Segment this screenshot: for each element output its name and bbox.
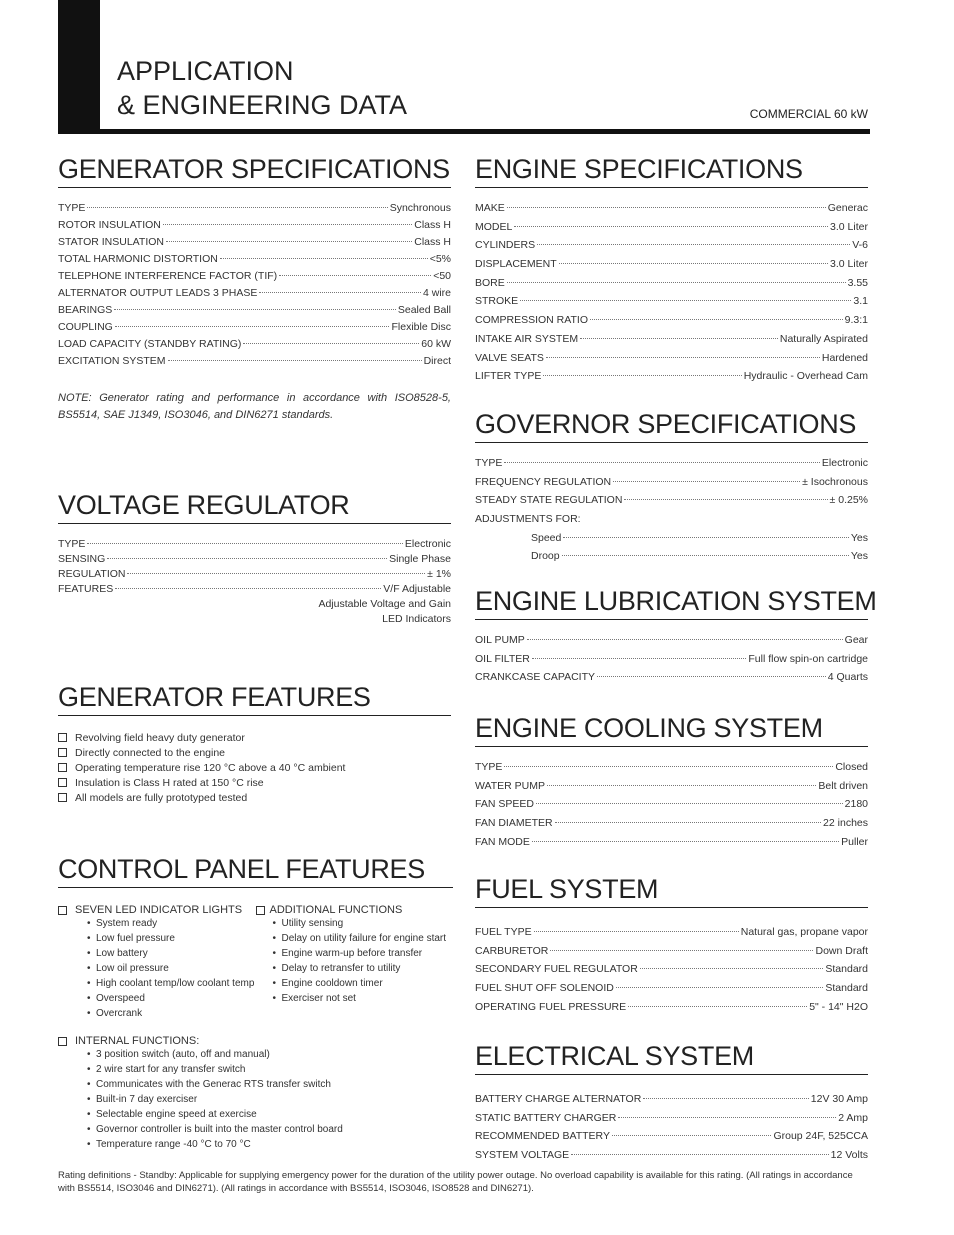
group-heading: INTERNAL FUNCTIONS: bbox=[58, 1033, 453, 1049]
spec-row: STEADY STATE REGULATION ± 0.25% bbox=[475, 494, 868, 507]
header-black-bar bbox=[58, 0, 100, 134]
list-item: Insulation is Class H rated at 150 °C rise bbox=[58, 775, 451, 790]
feature-line: Adjustable Voltage and Gain bbox=[318, 598, 451, 610]
spec-list bbox=[475, 634, 868, 690]
list-item: • Engine warm-up before transfer bbox=[256, 948, 453, 963]
generator-features-section bbox=[58, 681, 451, 805]
generator-specifications-section bbox=[58, 153, 451, 424]
checkbox-square-icon bbox=[58, 906, 67, 915]
spec-row: Droop Yes bbox=[531, 550, 868, 563]
list-item: Revolving field heavy duty generator bbox=[58, 730, 451, 745]
spec-row: FUEL TYPE Natural gas, propane vapor bbox=[475, 926, 868, 938]
list-item: • Built-in 7 day exerciser bbox=[58, 1094, 453, 1109]
spec-row: CYLINDERS V-6 bbox=[475, 239, 868, 252]
list-item: Operating temperature rise 120 °C above a 40 °C ambient bbox=[58, 760, 451, 775]
internal-functions-group bbox=[58, 1033, 453, 1154]
spec-list bbox=[475, 1093, 868, 1168]
list-item: • Low fuel pressure bbox=[58, 933, 256, 948]
spec-row: MAKE Generac bbox=[475, 202, 868, 214]
spec-row: FUEL SHUT OFF SOLENOID Standard bbox=[475, 982, 868, 995]
spec-row: ROTOR INSULATION Class H bbox=[58, 219, 451, 231]
list-item: • System ready bbox=[58, 918, 256, 933]
spec-row: DISPLACEMENT 3.0 Liter bbox=[475, 258, 868, 271]
governor-specifications-section bbox=[475, 408, 868, 569]
page-title bbox=[117, 54, 407, 122]
section-title: CONTROL PANEL FEATURES bbox=[58, 853, 453, 888]
list-item: • Selectable engine speed at exercise bbox=[58, 1109, 453, 1124]
spec-list bbox=[58, 202, 451, 372]
rating-definitions-footer: Rating definitions - Standby: Applicable for supplying emergency power for the duration of the utility power outage. No overload capability is available for this rating. (All ratings in accordance with BS5514, ISO3046 and DIN6271). (All ratings in accordance with BS5514, ISO3046, ISO8528 and DIN6271). bbox=[58, 1170, 853, 1194]
spec-row: ALTERNATOR OUTPUT LEADS 3 PHASE 4 wire bbox=[58, 287, 451, 299]
spec-row: TOTAL HARMONIC DISTORTION <5% bbox=[58, 253, 451, 265]
group-heading: SEVEN LED INDICATOR LIGHTS bbox=[58, 902, 256, 918]
spec-row: Speed Yes bbox=[531, 531, 868, 544]
spec-row: TYPE Electronic bbox=[58, 538, 451, 550]
spec-row: FAN MODE Puller bbox=[475, 835, 868, 848]
spec-list bbox=[475, 202, 868, 389]
spec-list bbox=[475, 926, 868, 1019]
engine-lubrication-section bbox=[475, 585, 877, 690]
spec-row: STROKE 3.1 bbox=[475, 295, 868, 308]
control-panel-columns bbox=[58, 902, 453, 1023]
spec-row: SYSTEM VOLTAGE 12 Volts bbox=[475, 1149, 868, 1162]
list-item: • Delay on utility failure for engine start bbox=[256, 933, 453, 948]
section-title: ENGINE LUBRICATION SYSTEM bbox=[475, 585, 868, 620]
checkbox-square-icon bbox=[58, 778, 67, 787]
spec-row: TYPE Synchronous bbox=[58, 202, 451, 214]
list-item: • Delay to retransfer to utility bbox=[256, 963, 453, 978]
control-panel-features-section bbox=[58, 853, 453, 1154]
spec-row: FREQUENCY REGULATION ± Isochronous bbox=[475, 475, 868, 488]
generator-rating-note: NOTE: Generator rating and performance in accordance with ISO8528-5, BS5514, SAE J1349, ISO3046, and DIN6271 standards. bbox=[58, 392, 451, 421]
spec-row: FEATURES V/F Adjustable bbox=[58, 583, 451, 595]
engine-cooling-section bbox=[475, 712, 868, 854]
spec-row: LOAD CAPACITY (STANDBY RATING) 60 kW bbox=[58, 338, 451, 350]
led-indicators-group bbox=[58, 902, 256, 1023]
spec-row: INTAKE AIR SYSTEM Naturally Aspirated bbox=[475, 332, 868, 345]
spec-row: CRANKCASE CAPACITY 4 Quarts bbox=[475, 671, 868, 684]
spec-row: REGULATION ± 1% bbox=[58, 568, 451, 580]
spec-row: SECONDARY FUEL REGULATOR Standard bbox=[475, 963, 868, 976]
spec-row: FAN DIAMETER 22 inches bbox=[475, 817, 868, 830]
checkbox-square-icon bbox=[58, 1037, 67, 1046]
header-rule bbox=[100, 129, 870, 134]
spec-row: VALVE SEATS Hardened bbox=[475, 351, 868, 364]
title-line-1: APPLICATION bbox=[117, 56, 294, 86]
list-item: • Low oil pressure bbox=[58, 963, 256, 978]
list-item: • 2 wire start for any transfer switch bbox=[58, 1064, 453, 1079]
list-item: • High coolant temp/low coolant temp bbox=[58, 978, 256, 993]
spec-row: COMPRESSION RATIO 9.3:1 bbox=[475, 314, 868, 327]
spec-row: OIL FILTER Full flow spin-on cartridge bbox=[475, 652, 868, 665]
checkbox-square-icon bbox=[58, 763, 67, 772]
engine-specifications-section bbox=[475, 153, 868, 389]
spec-row: STATIC BATTERY CHARGER 2 Amp bbox=[475, 1111, 868, 1124]
spec-row: WATER PUMP Belt driven bbox=[475, 779, 868, 792]
spec-row: BATTERY CHARGE ALTERNATOR 12V 30 Amp bbox=[475, 1093, 868, 1105]
spec-row: TYPE Closed bbox=[475, 761, 868, 773]
spec-row: TELEPHONE INTERFERENCE FACTOR (TIF) <50 bbox=[58, 270, 451, 282]
feature-line: LED Indicators bbox=[382, 613, 451, 625]
section-title: GENERATOR FEATURES bbox=[58, 681, 451, 716]
section-title: ENGINE SPECIFICATIONS bbox=[475, 153, 868, 188]
section-title: GOVERNOR SPECIFICATIONS bbox=[475, 408, 868, 443]
title-line-2: & ENGINEERING DATA bbox=[117, 90, 408, 120]
list-item: • Utility sensing bbox=[256, 918, 453, 933]
spec-row: SENSING Single Phase bbox=[58, 553, 451, 565]
list-item: • Temperature range -40 °C to 70 °C bbox=[58, 1139, 453, 1154]
list-item: Directly connected to the engine bbox=[58, 745, 451, 760]
spec-row: BORE 3.55 bbox=[475, 276, 868, 289]
checkbox-square-icon bbox=[256, 906, 265, 915]
spec-row: STATOR INSULATION Class H bbox=[58, 236, 451, 248]
list-item: • 3 position switch (auto, off and manual) bbox=[58, 1049, 453, 1064]
adjustments-label: ADJUSTMENTS FOR: bbox=[475, 513, 581, 526]
spec-row: BEARINGS Sealed Ball bbox=[58, 304, 451, 316]
spec-row: LIFTER TYPE Hydraulic - Overhead Cam bbox=[475, 370, 868, 383]
spec-row: CARBURETOR Down Draft bbox=[475, 944, 868, 957]
spec-row: RECOMMENDED BATTERY Group 24F, 525CCA bbox=[475, 1130, 868, 1143]
checkbox-square-icon bbox=[58, 793, 67, 802]
list-item: • Exerciser not set bbox=[256, 993, 453, 1008]
section-title: GENERATOR SPECIFICATIONS bbox=[58, 153, 451, 188]
feature-list bbox=[58, 730, 451, 805]
electrical-system-section bbox=[475, 1040, 868, 1168]
checkbox-square-icon bbox=[58, 733, 67, 742]
spec-row: FAN SPEED 2180 bbox=[475, 798, 868, 811]
list-item: • Engine cooldown timer bbox=[256, 978, 453, 993]
spec-row: TYPE Electronic bbox=[475, 457, 868, 469]
section-title: ENGINE COOLING SYSTEM bbox=[475, 712, 868, 747]
list-item: • Communicates with the Generac RTS transfer switch bbox=[58, 1079, 453, 1094]
list-item: • Overspeed bbox=[58, 993, 256, 1008]
list-item: • Overcrank bbox=[58, 1008, 256, 1023]
spec-list bbox=[475, 761, 868, 854]
spec-row: OPERATING FUEL PRESSURE 5" - 14" H2O bbox=[475, 1000, 868, 1013]
section-title: ELECTRICAL SYSTEM bbox=[475, 1040, 868, 1075]
section-title: VOLTAGE REGULATOR bbox=[58, 489, 451, 524]
spec-row: COUPLING Flexible Disc bbox=[58, 321, 451, 333]
group-heading: ADDITIONAL FUNCTIONS bbox=[256, 902, 453, 918]
section-title: FUEL SYSTEM bbox=[475, 873, 868, 908]
voltage-regulator-section bbox=[58, 489, 451, 628]
spec-row: MODEL 3.0 Liter bbox=[475, 220, 868, 233]
list-item: All models are fully prototyped tested bbox=[58, 790, 451, 805]
model-subtitle: COMMERCIAL 60 kW bbox=[749, 107, 868, 121]
additional-functions-group bbox=[256, 902, 453, 1023]
list-item: • Governor controller is built into the master control board bbox=[58, 1124, 453, 1139]
checkbox-square-icon bbox=[58, 748, 67, 757]
spec-list bbox=[58, 538, 451, 628]
list-item: • Low battery bbox=[58, 948, 256, 963]
fuel-system-section bbox=[475, 873, 868, 1019]
spec-row: EXCITATION SYSTEM Direct bbox=[58, 355, 451, 367]
spec-row: OIL PUMP Gear bbox=[475, 634, 868, 646]
spec-list bbox=[475, 457, 868, 569]
